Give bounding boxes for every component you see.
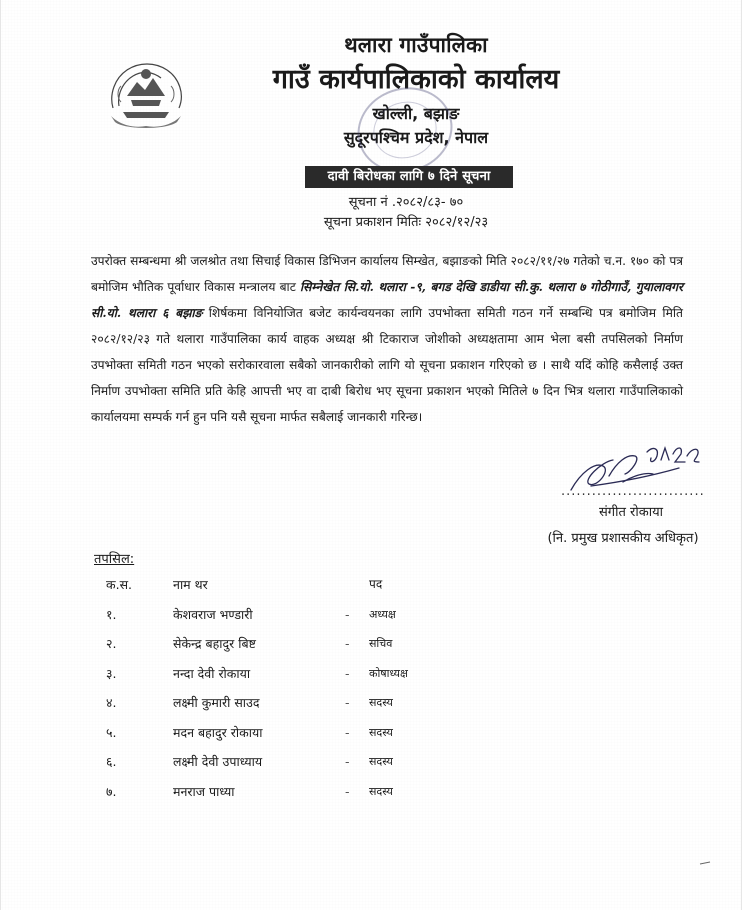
member-name: केशवराज भण्डारी <box>173 606 253 622</box>
signatory-title: (नि. प्रमुख प्रशासकीय अधिकृत) <box>547 531 699 546</box>
member-dash: - <box>345 636 350 651</box>
table-row <box>91 747 491 777</box>
office-location: खोल्ली, बझाङ <box>372 104 460 123</box>
member-sn: ६. <box>106 754 117 769</box>
notice-body <box>91 248 683 430</box>
member-post: सदस्य <box>369 696 393 709</box>
municipality-name: थलारा गाउँपालिका <box>344 33 488 57</box>
table-row <box>91 600 491 630</box>
province-name: सुदूरपश्चिम प्रदेश, नेपाल <box>343 128 489 147</box>
member-name: लक्ष्मी देवी उपाध्याय <box>173 754 263 769</box>
body-text-part2: शिर्षकमा विनियोजित बजेट कार्यन्वयनका लागि उपभोक्ता समिती गठन गर्ने सम्बन्धि पत्र बमोजिम मिति २०८२/१२/२३ गते थलारा गाउँपालिका कार्य वाहक अध्यक्ष श्री टिकाराज जोशीको अध्यक्षतामा आम भेला बसी तपसिलको निर्माण उपभोक्ता समिती गठन भएको सरोकारवाला सबैको जानकारीको लागि यो सूचना प्रकाशन गरिएको छ । साथै यदिं कोहि कसैलाई उक्त निर्माण उपभोक्ता समिति प्रति केहि आपत्ती भए वा दाबी बिरोध भए सूचना प्रकाशन भएको मितिले ७ दिन भित्र थलारा गाउँपालिकाको कार्यालयमा सम्पर्क गर्न हुन पनि यसै सूचना मार्फत सबैलाई जानकारी गरिन्छ। <box>91 306 683 424</box>
member-post: कोषाध्यक्ष <box>369 666 408 680</box>
table-row <box>91 777 491 807</box>
header-name: नाम थर <box>173 577 208 592</box>
committee-members-table <box>91 570 491 806</box>
member-sn: ५. <box>106 724 117 740</box>
member-dash: - <box>345 724 350 740</box>
member-dash: - <box>345 783 350 799</box>
notice-document <box>1 0 741 910</box>
header-post: पद <box>369 577 383 591</box>
member-sn: १. <box>106 606 117 622</box>
office-name: गाउँ कार्यपालिकाको कार्यालय <box>272 64 560 95</box>
member-post: अध्यक्ष <box>369 607 396 621</box>
member-name: लक्ष्मी कुमारी साउद <box>173 695 260 710</box>
member-post: सदस्य <box>369 725 393 739</box>
signature-line: ............................ <box>561 484 705 499</box>
signatory-name: संगीत रोकाया <box>599 505 663 520</box>
member-dash: - <box>345 665 350 681</box>
nepal-emblem-icon <box>105 56 187 132</box>
member-sn: ७. <box>106 783 117 799</box>
project-name: सिम्नेखेत सि.यो. थलारा -९, बगड देखि डाडीया सी.कु. थलारा ७ गोठीगाउँ, गुयालावगर सी.यो. थलारा ६ बझाङ <box>91 280 683 320</box>
notice-publish-date: सूचना प्रकाशन मितिः २०८२/१२/२३ <box>323 215 489 230</box>
member-post: सचिव <box>369 637 393 650</box>
notice-number: सूचना नं .२०८२/८३- ७० <box>348 195 464 210</box>
table-row <box>91 688 491 718</box>
member-sn: ४. <box>106 695 117 710</box>
member-post: सदस्य <box>369 784 393 798</box>
member-post: सदस्य <box>369 755 393 768</box>
member-name: सेकेन्द्र बहादुर बिष्ट <box>173 636 256 651</box>
member-dash: - <box>345 695 350 710</box>
table-row <box>91 659 491 689</box>
header-sn: क.स. <box>106 577 132 592</box>
table-row <box>91 629 491 659</box>
member-name: मदन बहादुर रोकाया <box>173 724 263 740</box>
details-label: तपसिल: <box>94 552 135 567</box>
scan-speck <box>699 860 711 866</box>
notice-title: दावी बिरोधका लागि ७ दिने सूचना <box>305 166 513 188</box>
body-text-part1: उपरोक्त सम्बन्धमा श्री जलश्रोत तथा सिचाई विकास डिभिजन कार्यालय सिम्खेत, बझाङको मिति २०८२/११/२७ गतेको च.न. १७० को पत्र बमोजिम भौतिक पूर्वाधार विकास मन्त्रालय बाट <box>91 254 683 294</box>
table-row <box>91 718 491 748</box>
member-sn: २. <box>106 636 117 651</box>
member-dash: - <box>345 754 350 769</box>
member-name: नन्दा देवी रोकाया <box>173 665 251 681</box>
member-sn: ३. <box>106 665 117 681</box>
member-name: मनराज पाध्या <box>173 783 235 799</box>
member-dash: - <box>345 606 350 622</box>
table-header-row <box>91 570 491 600</box>
